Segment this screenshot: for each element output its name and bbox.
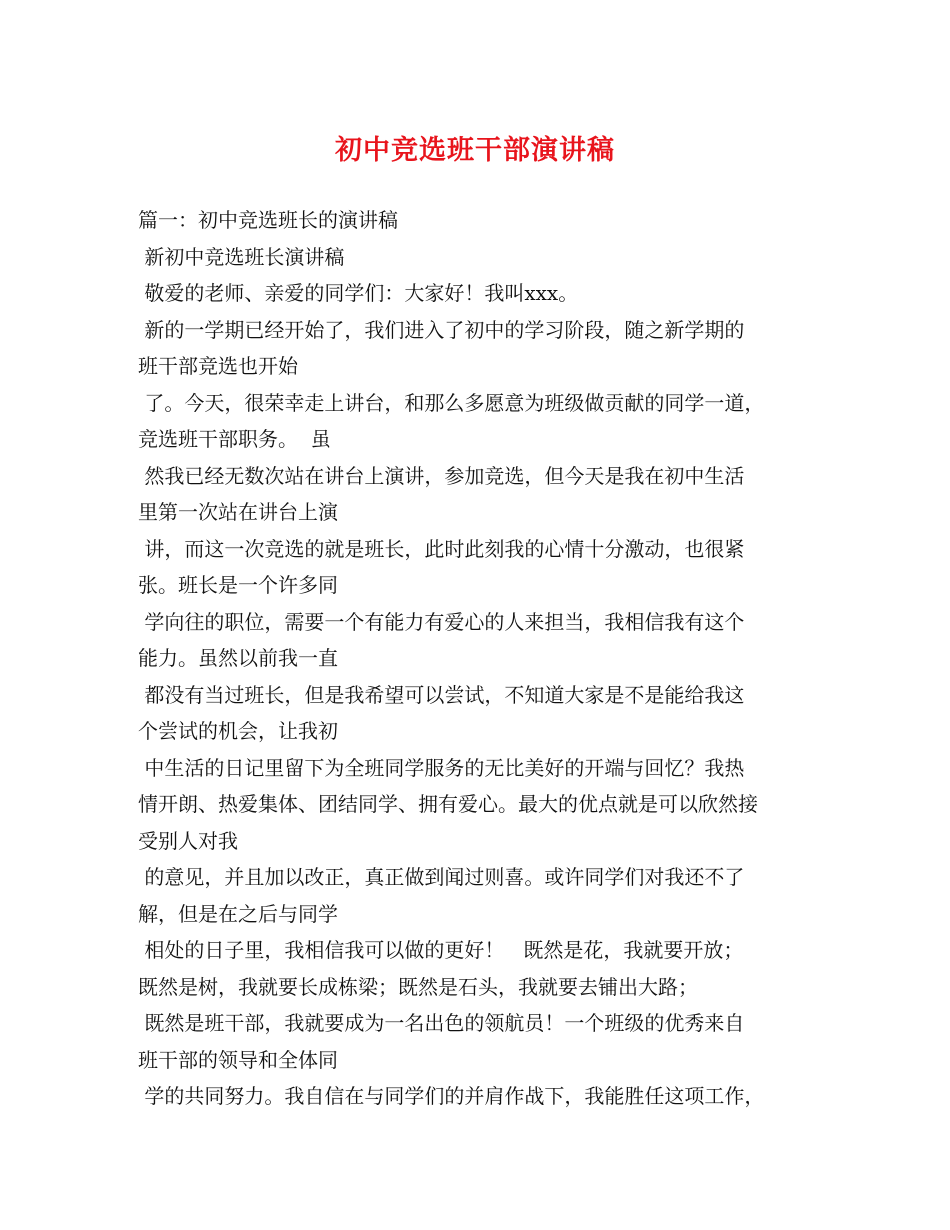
- text-line: 学的共同努力。我自信在与同学们的并肩作战下，我能胜任这项工作，: [138, 1084, 765, 1108]
- text-line: 能力。虽然以前我一直: [138, 646, 338, 670]
- text-line: 新的一学期已经开始了，我们进入了初中的学习阶段，随之新学期的: [138, 317, 745, 342]
- text-line: 了。今天，很荣幸走上讲台，和那么多愿意为班级做贡献的同学一道，: [138, 390, 765, 415]
- text-line: 学向往的职位，需要一个有能力有爱心的人来担当，我相信我有这个: [138, 609, 745, 634]
- text-line: 张。班长是一个许多同: [138, 573, 338, 597]
- text-line: 中生活的日记里留下为全班同学服务的无比美好的开端与回忆？我热: [138, 755, 745, 780]
- text-line: 情开朗、热爱集体、团结同学、拥有爱心。最大的优点就是可以欣然接: [138, 792, 758, 816]
- document-body: [138, 202, 838, 1115]
- document-title: 初中竞选班干部演讲稿: [335, 135, 615, 166]
- text-line: 解，但是在之后与同学: [138, 901, 338, 926]
- text-line: 讲，而这一次竞选的就是班长，此时此刻我的心情十分激动，也很紧: [138, 536, 745, 561]
- text-line: 篇一：初中竞选班长的演讲稿: [138, 208, 398, 232]
- text-line: 然我已经无数次站在讲台上演讲，参加竞选，但今天是我在初中生活: [138, 463, 745, 488]
- text-line: 既然是班干部，我就要成为一名出色的领航员！一个班级的优秀来自: [138, 1011, 745, 1035]
- text-line: 都没有当过班长，但是我希望可以尝试，不知道大家是不是能给我这: [138, 682, 745, 707]
- text-line: 的意见，并且加以改正，真正做到闻过则喜。或许同学们对我还不了: [138, 865, 745, 889]
- text-line: 竞选班干部职务。 虽: [138, 427, 331, 451]
- text-line: 班干部竞选也开始: [138, 354, 298, 378]
- text-line: 既然是树，我就要长成栋梁；既然是石头，我就要去铺出大路；: [138, 974, 698, 999]
- text-line: 相处的日子里，我相信我可以做的更好！ 既然是花，我就要开放；: [138, 938, 744, 962]
- text-line: 敬爱的老师、亲爱的同学们：大家好！我叫xxx。: [138, 281, 579, 305]
- text-line: 里第一次站在讲台上演: [138, 500, 338, 524]
- text-line: 个尝试的机会，让我初: [138, 719, 338, 743]
- text-line: 新初中竞选班长演讲稿: [138, 244, 345, 269]
- text-line: 班干部的领导和全体同: [138, 1047, 338, 1072]
- text-line: 受别人对我: [138, 828, 238, 853]
